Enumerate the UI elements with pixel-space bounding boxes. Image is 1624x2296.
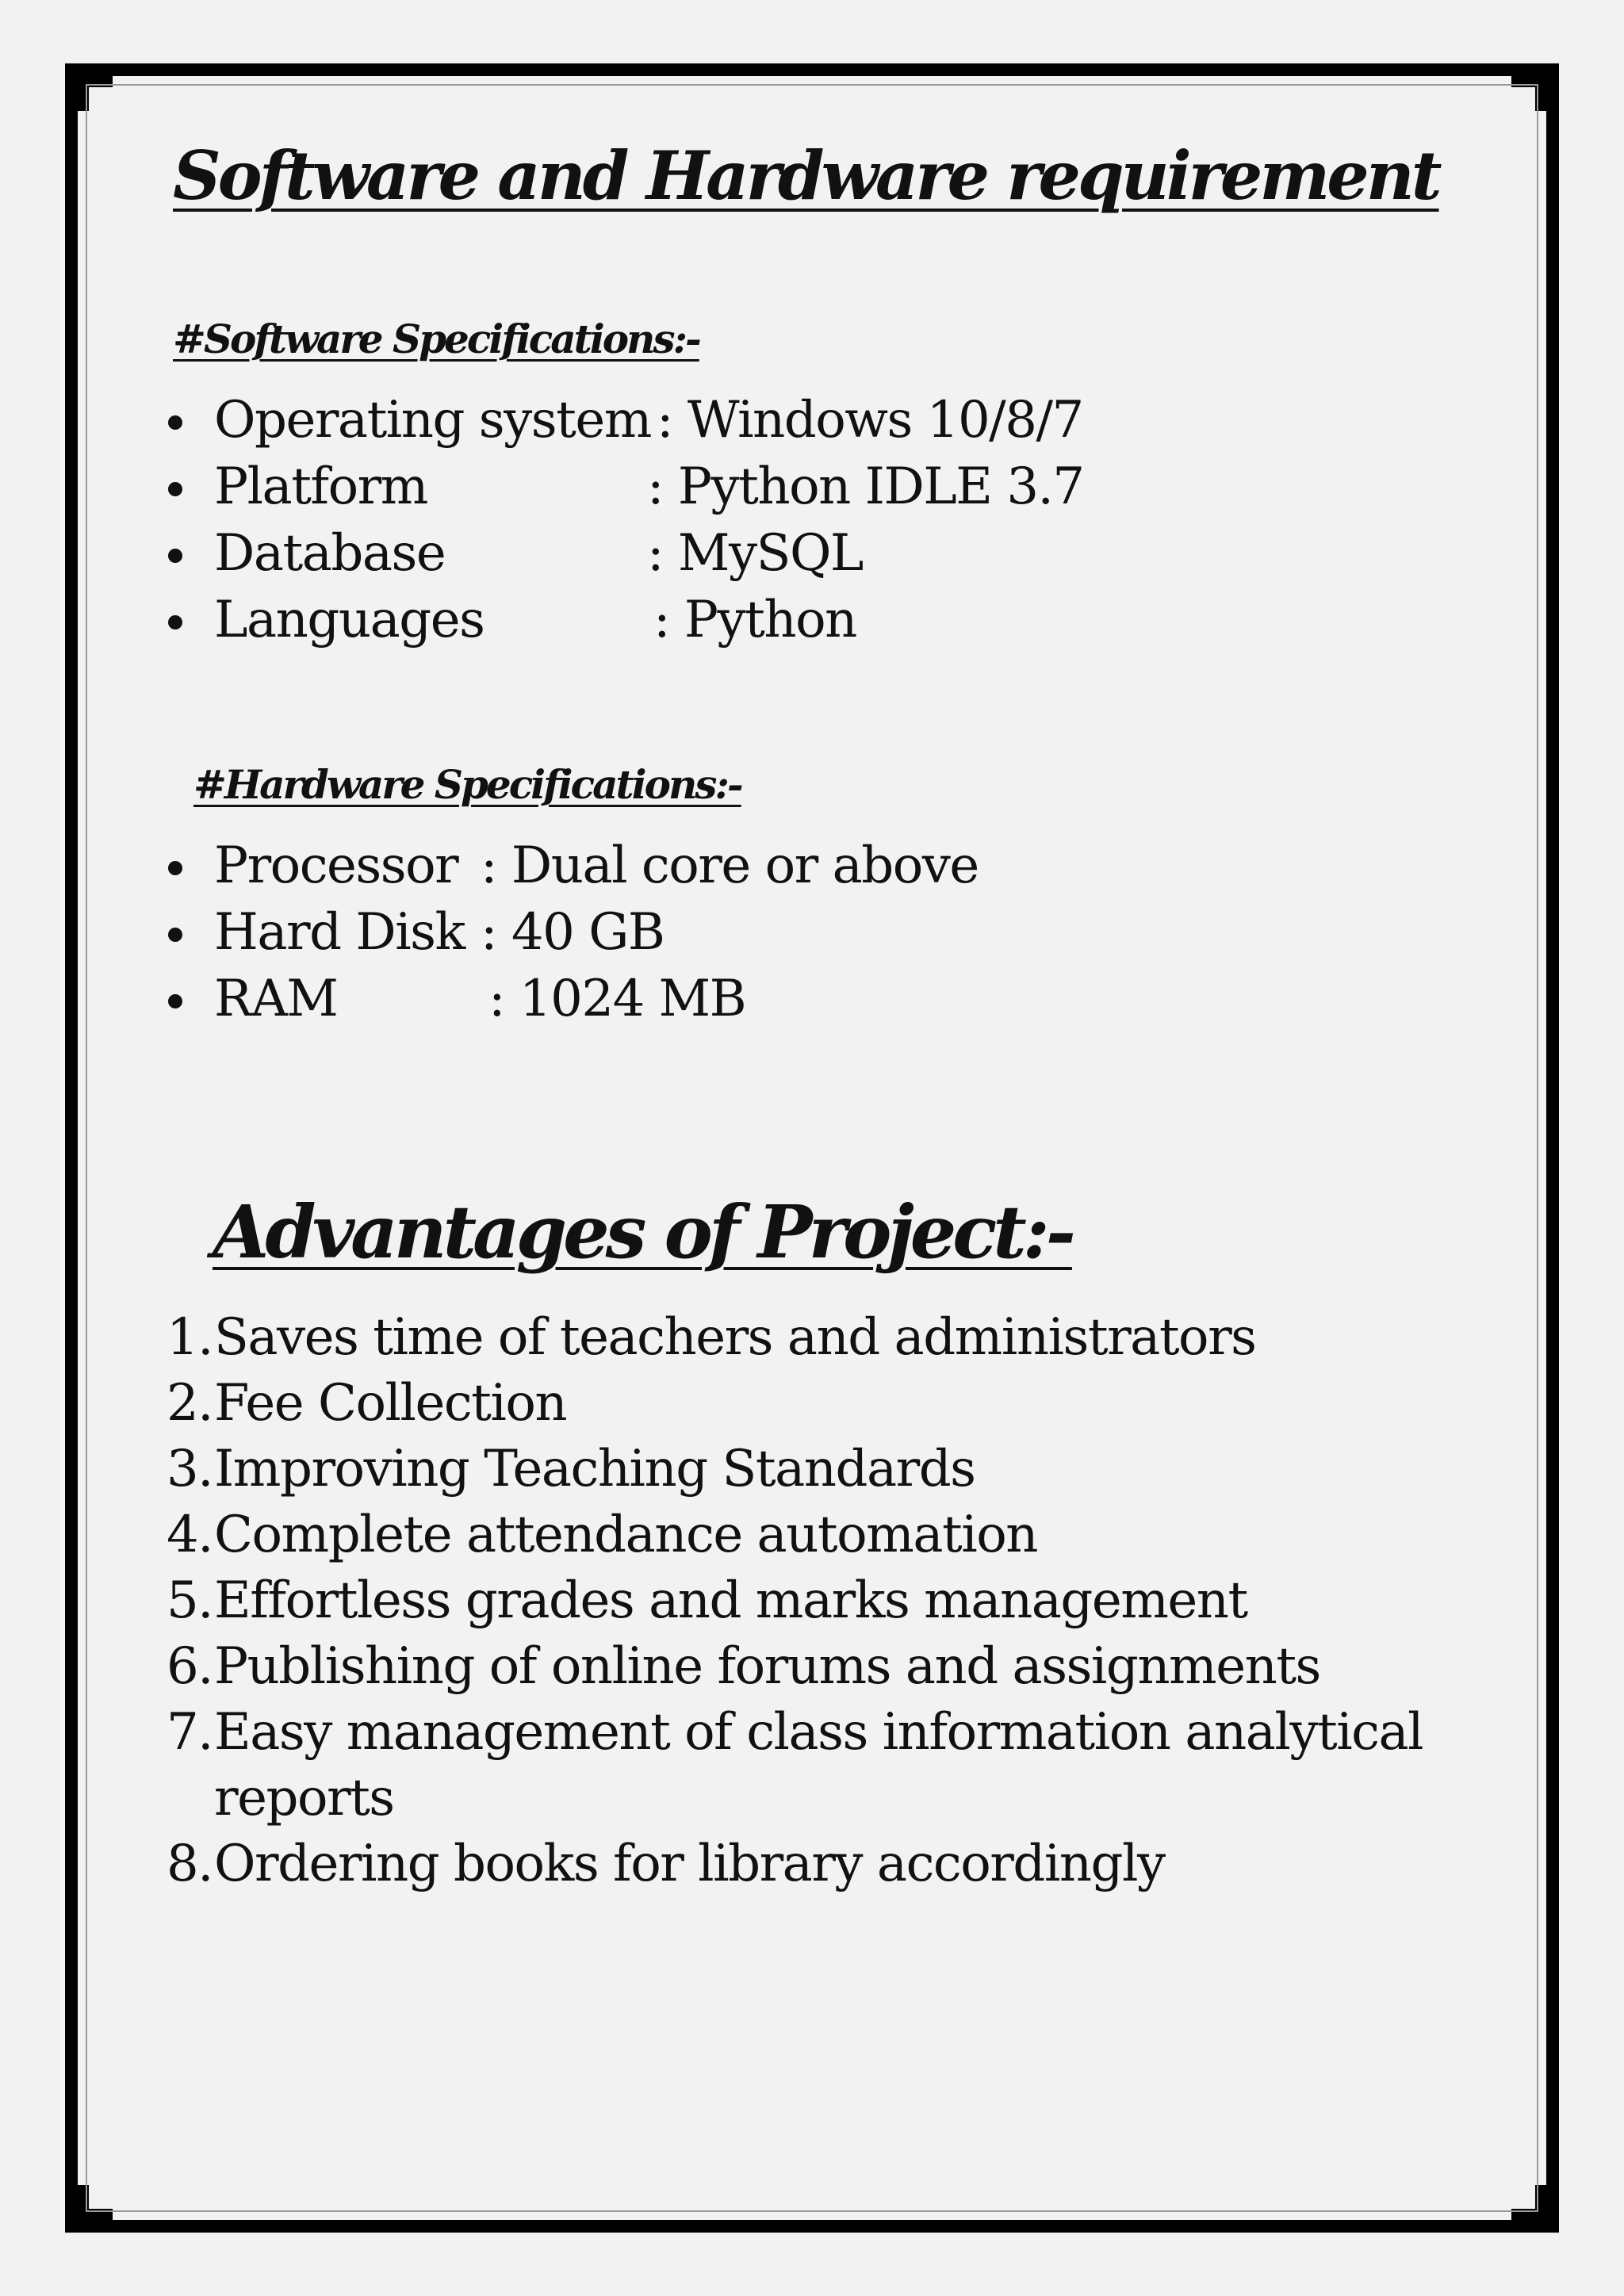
page-title: Software and Hardware requirement [173,136,1439,215]
list-item [155,1437,1562,1502]
spec-key: Database [214,524,446,583]
spec-sep: : [481,836,511,895]
list-item [155,899,979,966]
list-item [155,1371,1562,1437]
item-number: 6. [166,1637,213,1696]
list-item [155,1831,1562,1897]
list-item [155,520,1084,587]
list-item [155,832,979,899]
item-text: Complete attendance automation [214,1506,1037,1564]
advantages-list [155,1305,1562,1897]
spec-sep: : [653,591,684,649]
list-item [155,587,1084,653]
list-item [155,1568,1562,1634]
spec-key: RAM [214,970,338,1028]
hardware-list [155,832,979,1032]
spec-sep: : [481,903,511,962]
item-number: 7. [166,1703,213,1762]
item-number: 5. [166,1571,213,1630]
spec-value: MySQL [677,524,863,583]
list-item: Operating system : Windows 10/8/7 [155,387,1084,453]
item-text: Improving Teaching Standards [214,1440,975,1498]
hardware-heading: #Hardware Specifications:- [193,761,741,808]
item-number: 8. [166,1835,213,1893]
spec-sep: : [657,391,688,450]
software-heading: #Software Specifications:- [173,316,699,362]
item-text: Easy management of class information analytical reports [214,1703,1423,1827]
spec-key: Processor [214,836,458,895]
spec-value: Windows 10/8/7 [687,391,1083,450]
corner-tl-v [65,63,78,124]
list-item [155,1634,1562,1700]
border-left [65,113,78,2183]
item-text: Saves time of teachers and administrators [214,1308,1256,1367]
spec-value: 1024 MB [519,970,746,1028]
item-number: 3. [166,1440,213,1498]
item-number: 1. [166,1308,213,1367]
list-item [155,453,1084,520]
spec-sep: : [488,970,519,1028]
list-item [155,966,979,1032]
item-text: Effortless grades and marks management [214,1571,1247,1630]
list-item [155,1305,1562,1371]
spec-key: Platform [214,457,427,516]
border-bottom [113,2220,1510,2233]
spec-sep: : [647,524,678,583]
item-number: 4. [166,1506,213,1564]
spec-value: Dual core or above [511,836,979,895]
corner-tr-v [1546,63,1559,124]
spec-sep: : [647,457,678,516]
spec-value: 40 GB [511,903,665,962]
corner-br-v [1546,2172,1559,2233]
software-list [155,387,1084,653]
list-item [155,1700,1562,1831]
border-top [113,63,1510,76]
item-text: Publishing of online forums and assignments [214,1637,1320,1696]
item-text: Ordering books for library accordingly [214,1835,1165,1893]
spec-value: Python IDLE 3.7 [677,457,1084,516]
advantages-heading: Advantages of Project:- [213,1189,1072,1275]
item-text: Fee Collection [214,1374,567,1433]
item-number: 2. [166,1374,213,1433]
spec-value: Python [684,591,856,649]
list-item [155,1502,1562,1568]
spec-key: Languages [214,591,485,649]
corner-bl-v [65,2172,78,2233]
spec-key: Hard Disk [214,903,465,962]
